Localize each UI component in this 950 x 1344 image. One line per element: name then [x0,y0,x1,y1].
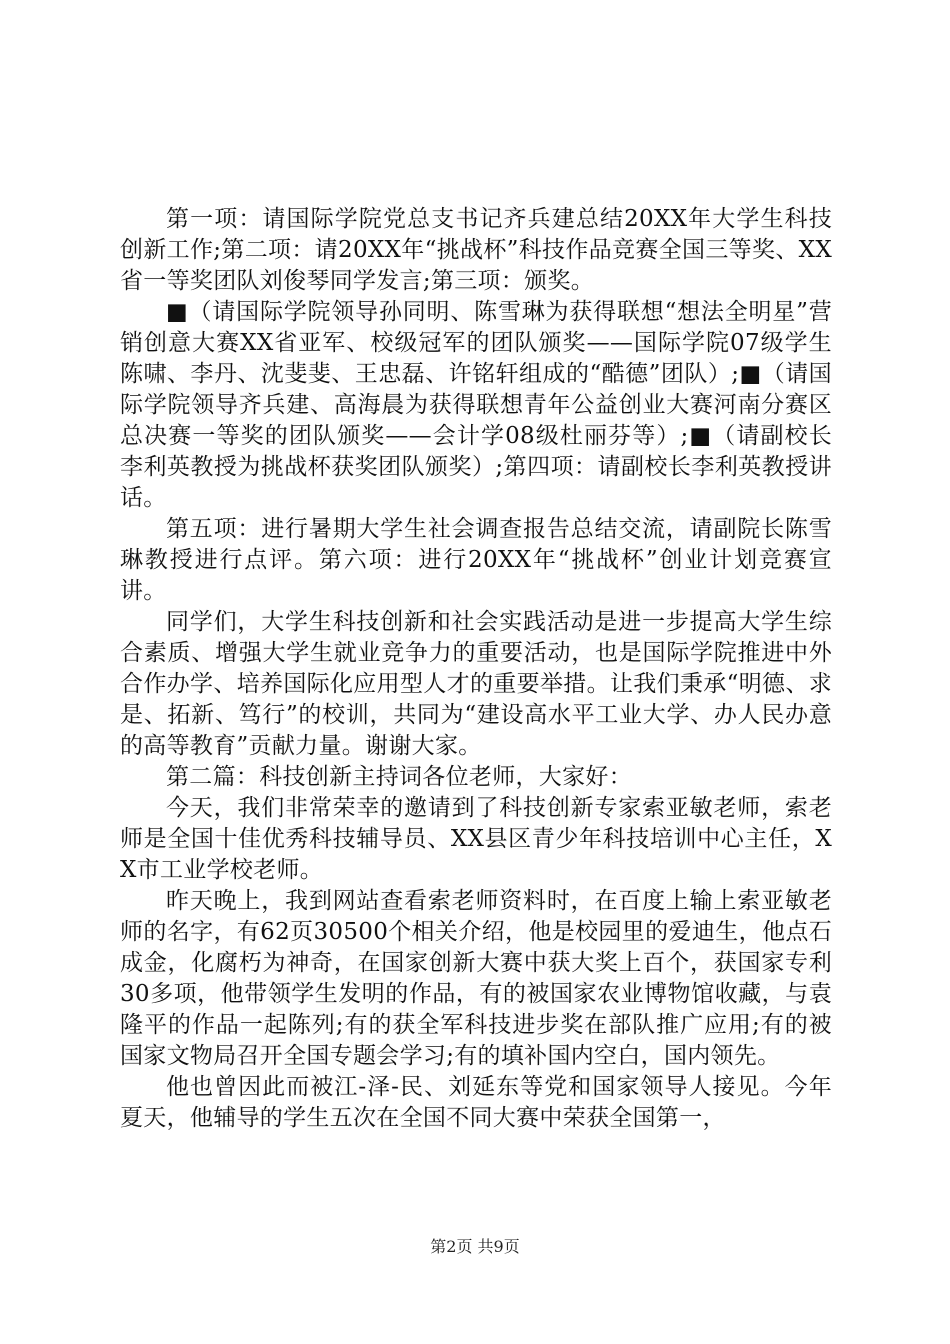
paragraph-1: 第一项：请国际学院党总支书记齐兵建总结20XX年大学生科技创新工作;第二项：请20XX年“挑战杯”科技作品竞赛全国三等奖、XX省一等奖团队刘俊琴同学发言;第三项：颁奖。 [120,206,832,294]
paragraph-7: 昨天晚上，我到网站查看索老师资料时，在百度上输上索亚敏老师的名字，有62页30500个相关介绍，他是校园里的爱迪生，他点石成金，化腐朽为神奇，在国家创新大赛中获大奖上百个，获国家专利30多项，他带领学生发明的作品，有的被国家农业博物馆收藏，与袁隆平的作品一起陈列;有的获全军科技进步奖在部队推广应用;有的被国家文物局召开全国专题会学习;有的填补国内空白，国内领先。 [120,888,832,1069]
paragraph-4: 同学们，大学生科技创新和社会实践活动是进一步提高大学生综合素质、增强大学生就业竞争力的重要活动，也是国际学院推进中外合作办学、培养国际化应用型人才的重要举措。让我们秉承“明德、求是、拓新、笃行”的校训，共同为“建设高水平工业大学、办人民办意的高等教育”贡献力量。谢谢大家。 [120,609,832,759]
page-number-footer: 第2页 共9页 [430,1237,520,1256]
document-body [120,204,832,1134]
paragraph-5: 第二篇：科技创新主持词各位老师，大家好： [166,764,632,790]
paragraph-2: ■（请国际学院领导孙同明、陈雪琳为获得联想“想法全明星”营销创意大赛XX省亚军、校级冠军的团队颁奖——国际学院07级学生陈啸、李丹、沈斐斐、王忠磊、许铭轩组成的“酷德”团队）;■（请国际学院领导齐兵建、高海晨为获得联想青年公益创业大赛河南分赛区总决赛一等奖的团队颁奖——会计学08级杜丽芬等）;■（请副校长李利英教授为挑战杯获奖团队颁奖）;第四项：请副校长李利英教授讲话。 [120,299,832,511]
paragraph-3: 第五项：进行暑期大学生社会调查报告总结交流，请副院长陈雪琳教授进行点评。第六项：进行20XX年“挑战杯”创业计划竞赛宣讲。 [120,516,832,604]
paragraph-8: 他也曾因此而被江-泽-民、刘延东等党和国家领导人接见。今年夏天，他辅导的学生五次在全国不同大赛中荣获全国第一， [120,1074,832,1131]
paragraph-6: 今天，我们非常荣幸的邀请到了科技创新专家索亚敏老师，索老师是全国十佳优秀科技辅导员、XX县区青少年科技培训中心主任，XX市工业学校老师。 [120,795,832,883]
